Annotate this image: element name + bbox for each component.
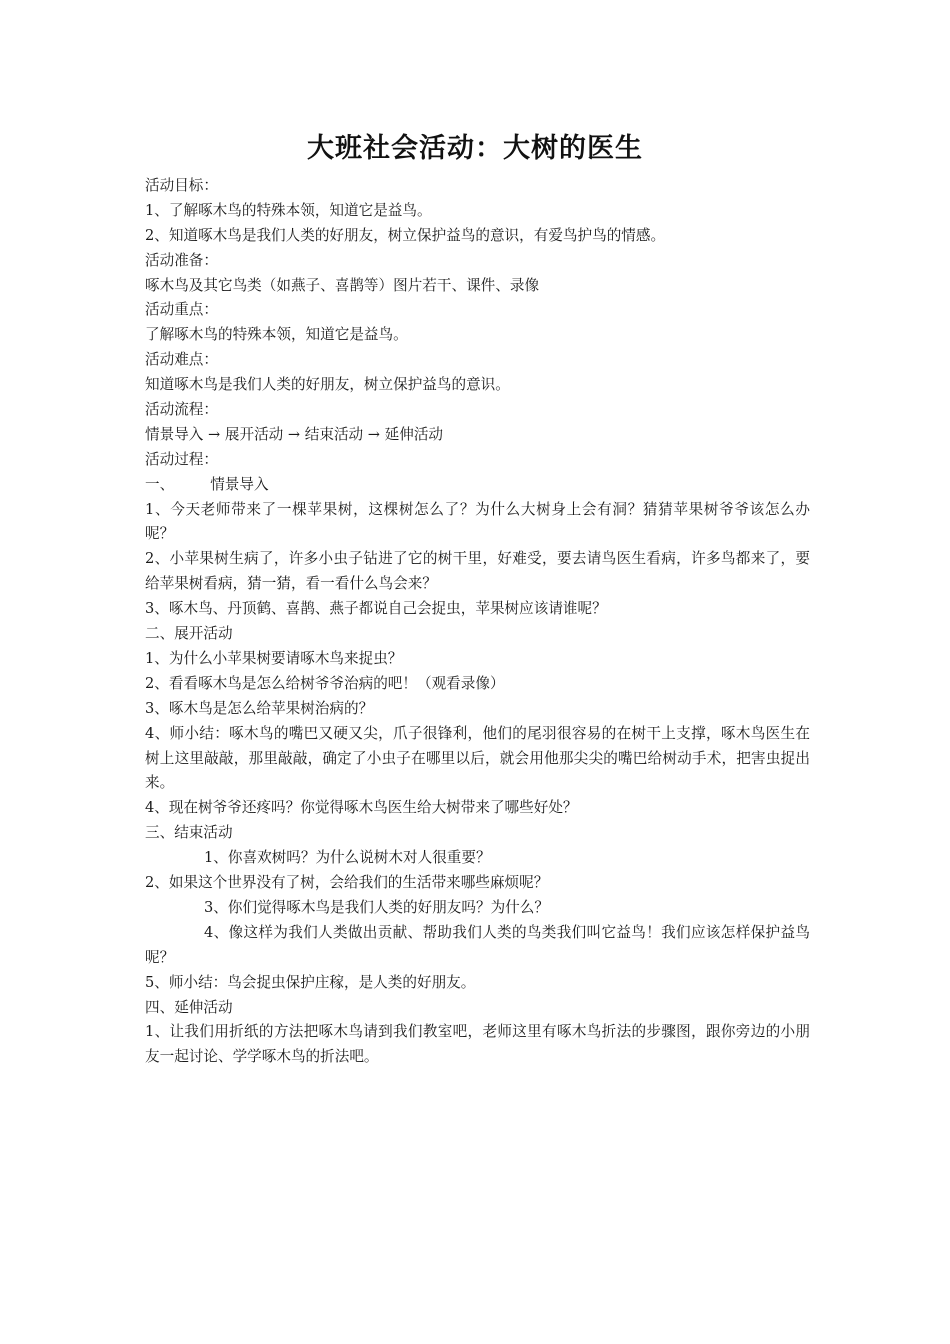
section-4-item-1: 1、让我们用折纸的方法把啄木鸟请到我们教室吧，老师这里有啄木鸟折法的步骤图，跟你旁边的小朋友一起讨论、学学啄木鸟的折法吧。 xyxy=(145,1023,810,1066)
section-2-heading: 二、展开活动 xyxy=(145,625,233,643)
section-1-item-2: 2、小苹果树生病了，许多小虫子钻进了它的树干里，好难受，要去请鸟医生看病，许多鸟都来了，要给苹果树看病，猜一猜，看一看什么鸟会来？ xyxy=(145,550,810,593)
process-heading: 活动过程： xyxy=(145,450,218,468)
section-1-item-1: 1、今天老师带来了一棵苹果树，这棵树怎么了？为什么大树身上会有洞？猜猜苹果树爷爷该怎么办呢？ xyxy=(145,500,810,543)
section-3-heading: 三、结束活动 xyxy=(145,824,233,842)
section-1-number: 一、 xyxy=(145,475,175,493)
preparation-text: 啄木鸟及其它鸟类（如燕子、喜鹊等）图片若干、课件、录像 xyxy=(145,276,540,294)
section-3-item-1: 1、你喜欢树吗？为什么说树木对人很重要？ xyxy=(204,849,491,867)
section-2-item-3: 3、啄木鸟是怎么给苹果树治病的？ xyxy=(145,699,374,717)
document-body xyxy=(145,174,810,1070)
goal-heading: 活动目标： xyxy=(145,177,218,194)
goal-item-1: 1、了解啄木鸟的特殊本领，知道它是益鸟。 xyxy=(145,201,432,219)
section-3-item-4: 4、像这样为我们人类做出贡献、帮助我们人类的鸟类我们叫它益鸟！我们应该怎样保护益鸟呢？ xyxy=(145,923,810,966)
section-1-title: 情景导入 xyxy=(210,475,269,493)
key-point-heading: 活动重点： xyxy=(145,301,218,319)
section-2-item-5: 4、现在树爷爷还疼吗？你觉得啄木鸟医生给大树带来了哪些好处？ xyxy=(145,799,578,817)
section-2-item-1: 1、为什么小苹果树要请啄木鸟来捉虫？ xyxy=(145,649,403,667)
flow-text: 情景导入 → 展开活动 → 结束活动 → 延伸活动 xyxy=(145,425,444,443)
section-1-heading xyxy=(145,473,810,498)
section-4-heading: 四、延伸活动 xyxy=(145,998,233,1016)
document-title: 大班社会活动：大树的医生 xyxy=(307,133,643,164)
difficulty-heading: 活动难点： xyxy=(145,351,218,369)
key-point-text: 了解啄木鸟的特殊本领，知道它是益鸟。 xyxy=(145,326,408,344)
flow-heading: 活动流程： xyxy=(145,401,218,419)
section-3-summary: 5、师小结：鸟会捉虫保护庄稼，是人类的好朋友。 xyxy=(145,973,476,991)
preparation-heading: 活动准备： xyxy=(145,251,218,269)
section-2-summary: 4、师小结：啄木鸟的嘴巴又硬又尖，爪子很锋利，他们的尾羽很容易的在树干上支撑，啄木鸟医生在树上这里敲敲，那里敲敲，确定了小虫子在哪里以后，就会用他那尖尖的嘴巴给树动手术，把害虫捉出来。 xyxy=(145,724,810,792)
section-1-item-3: 3、啄木鸟、丹顶鹤、喜鹊、燕子都说自己会捉虫，苹果树应该请谁呢？ xyxy=(145,600,607,618)
section-3-item-2: 2、如果这个世界没有了树，会给我们的生活带来哪些麻烦呢？ xyxy=(145,874,549,892)
section-2-item-2: 2、看看啄木鸟是怎么给树爷爷治病的吧！（观看录像） xyxy=(145,674,505,692)
difficulty-text: 知道啄木鸟是我们人类的好朋友，树立保护益鸟的意识。 xyxy=(145,376,510,394)
goal-item-2: 2、知道啄木鸟是我们人类的好朋友，树立保护益鸟的意识，有爱鸟护鸟的情感。 xyxy=(145,226,666,244)
section-3-item-3: 3、你们觉得啄木鸟是我们人类的好朋友吗？为什么？ xyxy=(204,898,549,916)
